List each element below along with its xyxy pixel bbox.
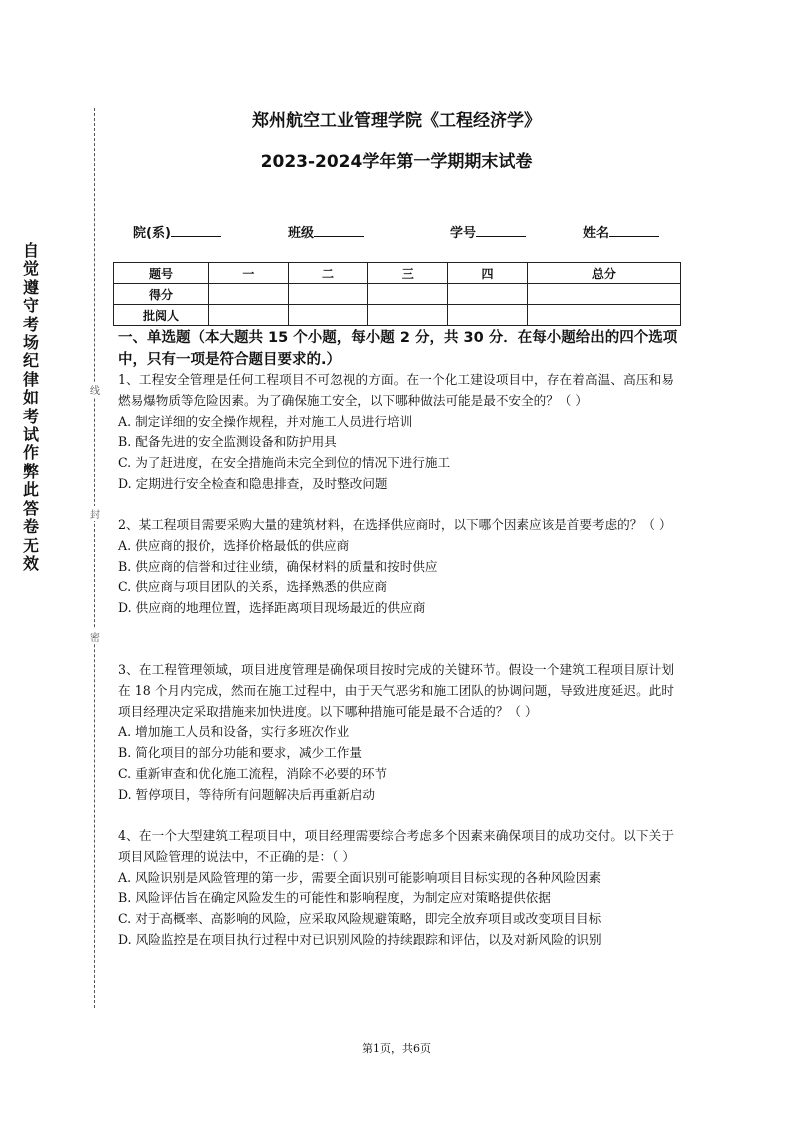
exam-title: 郑州航空工业管理学院《工程经济学》 [252,111,541,131]
field-label: 姓名 [583,226,610,241]
table-header-row [114,263,681,284]
question-stem: 2、某工程项目需要采购大量的建筑材料，在选择供应商时，以下哪个因素应该是首要考虑的？（ ） [118,517,672,532]
row-label: 得分 [114,284,209,305]
seal-line [94,108,95,1008]
option: D. 风险监控是在项目执行过程中对已识别风险的持续跟踪和评估，以及对新风险的识别 [118,931,602,947]
section-heading: 一、单选题（本大题共 15 个小题，每小题 2 分，共 30 分．在每小题给出的四个选项中，只有一项是符合题目要求的.） [118,330,678,368]
exam-notice: 自觉遵守考场纪律如考试作弊此答卷无效 [22,241,39,573]
exam-subtitle: 2023-2024学年第一学期期末试卷 [260,152,533,172]
page-footer: 第1页，共6页 [362,1042,431,1055]
field-department [133,222,221,241]
option: D. 定期进行安全检查和隐患排查，及时整改问题 [118,475,388,491]
field-name [583,222,659,241]
option: C. 为了赶进度，在安全措施尚未完全到位的情况下进行施工 [118,455,451,471]
field-class [288,222,364,241]
option: A. 风险识别是风险管理的第一步，需要全面识别可能影响项目目标实现的各种风险因素 [118,869,602,885]
seal-char: 封 [88,506,102,521]
question-stem: 4、在一个大型建筑工程项目中，项目经理需要综合考虑多个因素来确保项目的成功交付。以下关于项目风险管理的说法中，不正确的是：（ ） [118,828,674,864]
seal-char: 密 [88,629,102,644]
question-stem: 1、工程安全管理是任何工程项目不可忽视的方面。在一个化工建设项目中，存在着高温、高压和易燃易爆物质等危险因素。为了确保施工安全，以下哪种做法可能是最不安全的？（ ） [118,372,674,408]
table-header: 三 [368,263,448,284]
table-header: 一 [209,263,289,284]
option: B. 简化项目的部分功能和要求，减少工作量 [118,745,362,761]
option: D. 暂停项目，等待所有问题解决后再重新启动 [118,786,375,802]
table-header: 总分 [527,263,680,284]
option: A. 制定详细的安全操作规程，并对施工人员进行培训 [118,413,413,429]
row-label: 批阅人 [114,305,209,326]
option: B. 配备先进的安全监测设备和防护用具 [118,434,337,450]
option: C. 重新审查和优化施工流程，消除不必要的环节 [118,765,388,781]
question-3 [118,660,674,806]
question-1 [118,370,674,495]
option: C. 供应商与项目团队的关系，选择熟悉的供应商 [118,579,388,595]
table-header: 题号 [114,263,209,284]
field-label: 学号 [450,226,477,241]
question-2 [118,515,674,619]
option: B. 风险评估旨在确定风险发生的可能性和影响程度，为制定应对策略提供依据 [118,890,551,906]
score-table [113,262,681,326]
table-header: 二 [288,263,368,284]
option: B. 供应商的信誉和过往业绩，确保材料的质量和按时供应 [118,558,438,574]
field-label: 班级 [288,226,315,241]
table-header: 四 [448,263,528,284]
table-row [114,284,681,305]
question-4 [118,826,674,951]
seal-char: 线 [88,382,102,397]
option: D. 供应商的地理位置，选择距离项目现场最近的供应商 [118,600,426,616]
field-label: 院(系) [133,226,171,241]
option: A. 增加施工人员和设备，实行多班次作业 [118,724,350,740]
question-stem: 3、在工程管理领域，项目进度管理是确保项目按时完成的关键环节。假设一个建筑工程项目原计划在 18 个月内完成，然而在施工过程中，由于天气恶劣和施工团队的协调问题，导致进度延迟。此时项目经理决定采取措施来加快进度。以下哪种措施可能是最不合适的？（ ） [118,662,674,719]
field-student-id [450,222,526,241]
option: C. 对于高概率、高影响的风险，应采取风险规避策略，即完全放弃项目或改变项目目标 [118,911,602,927]
option: A. 供应商的报价，选择价格最低的供应商 [118,537,350,553]
table-row [114,305,681,326]
